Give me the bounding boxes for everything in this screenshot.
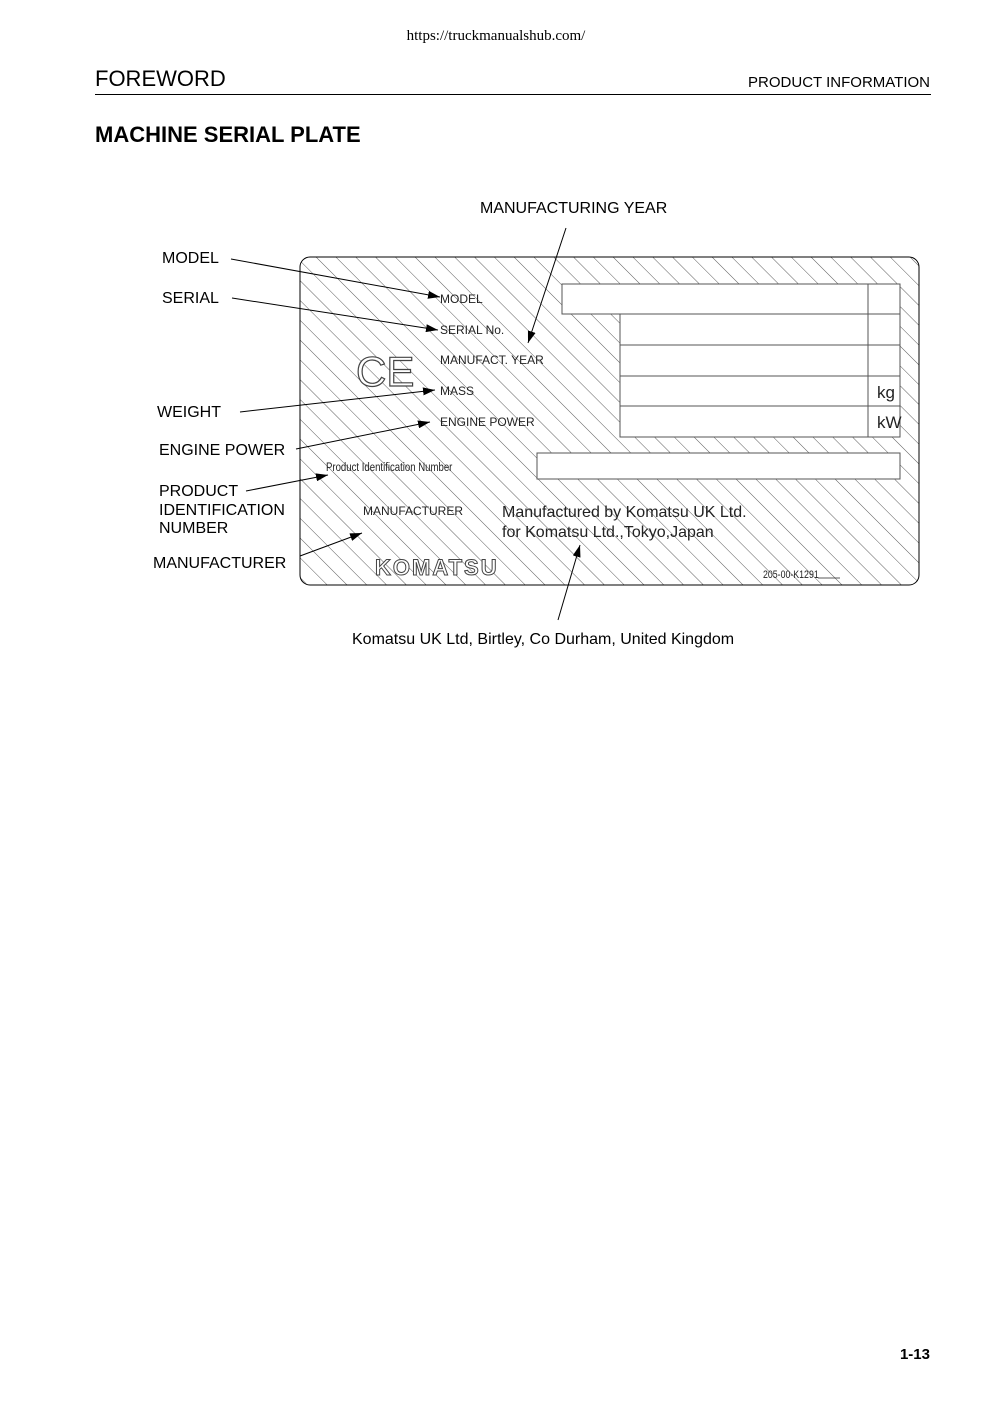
callout-manufacturing-year: MANUFACTURING YEAR [480,200,668,217]
ce-mark: CE [356,348,415,395]
plate-pin-label: Product Identification Number [325,461,453,475]
header-section: FOREWORD [95,66,226,91]
manufactured-by-line1: Manufactured by Komatsu UK Ltd. [502,504,747,521]
page-number: 1-13 [899,1346,930,1363]
callout-address: Komatsu UK Ltd, Birtley, Co Durham, United Kingdom [352,631,735,648]
callout-model: MODEL [162,250,219,267]
callout-weight: WEIGHT [157,404,221,421]
callout-pin-line1: PRODUCT [159,483,239,500]
plate-code: 205-00-K1291 [763,569,819,582]
manufactured-by-line2: for Komatsu Ltd.,Tokyo,Japan [502,524,714,541]
komatsu-logo: KOMATSU [375,555,499,580]
plate-year-label: MANUFACT. YEAR [440,353,544,367]
source-url: https://truckmanualshub.com/ [406,28,586,44]
page-title: MACHINE SERIAL PLATE [95,122,361,147]
callout-manufacturer: MANUFACTURER [153,555,287,572]
plate-serial-label: SERIAL No. [440,323,505,337]
year-field [620,345,900,376]
pin-field [537,453,900,479]
plate-manufacturer-label: MANUFACTURER [363,504,464,518]
callout-pin-line2: IDENTIFICATION [159,502,285,519]
callout-engine-power: ENGINE POWER [159,442,286,459]
plate-unit-kw: kW [877,413,902,432]
plate-mass-label: MASS [440,384,475,398]
plate-model-label: MODEL [440,292,483,306]
plate-power-label: ENGINE POWER [440,415,535,429]
header-subsection: PRODUCT INFORMATION [748,74,930,91]
model-field [562,284,900,314]
callout-pin-line3: NUMBER [159,520,229,537]
power-field [620,406,900,437]
serial-field [620,314,900,345]
plate-unit-kg: kg [877,383,895,402]
mass-field [620,376,900,406]
callout-serial: SERIAL [162,290,219,307]
serial-plate-figure [0,0,992,700]
